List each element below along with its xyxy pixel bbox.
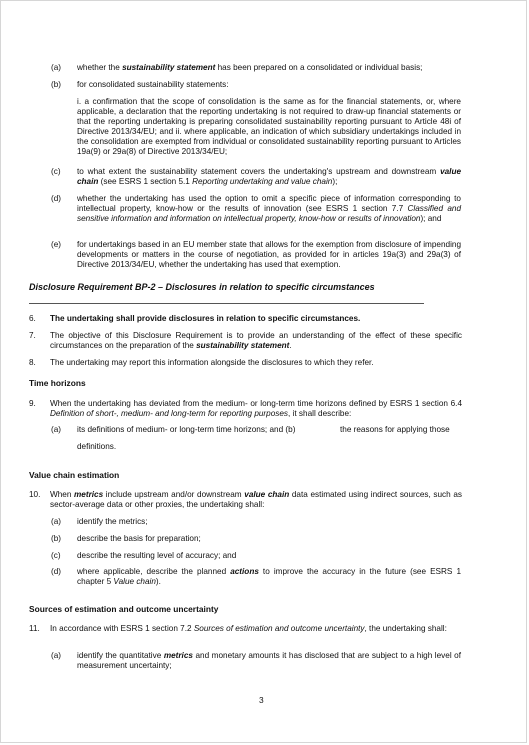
item-text: identify the metrics; — [77, 517, 148, 526]
item-letter: (a) — [51, 517, 62, 526]
item-letter: (c) — [51, 551, 61, 560]
page-number: 3 — [259, 695, 264, 705]
item-letter: (c) — [51, 167, 61, 176]
paragraph-number: 8. — [29, 358, 36, 367]
section-heading: Sources of estimation and outcome uncertainty — [29, 604, 219, 614]
item-letter: (d) — [51, 194, 62, 203]
item-text: to what extent the sustainability statement covers the undertaking's upstream and downstream value chain (see ESRS 1 section 5.1 Reporting undertaking and value chain); — [77, 167, 461, 186]
paragraph-text: The objective of this Disclosure Requirement is to provide an understanding of the effect of these specific circumstances on the preparation of the sustainability statement. — [50, 331, 462, 350]
paragraph-text: In accordance with ESRS 1 section 7.2 Sources of estimation and outcome uncertainty, the undertaking shall: — [50, 624, 447, 633]
paragraph-number: 6. — [29, 314, 36, 323]
disclosure-requirement-heading: Disclosure Requirement BP-2 – Disclosures in relation to specific circumstances — [29, 282, 375, 292]
item-letter: (a) — [51, 63, 62, 72]
sub-item-text: i. a confirmation that the scope of consolidation is the same as for the financial statements, or, where applicable, a declaration that the reporting undertaking is not required to draw-up financial statements or that the reporting undertaking is preparing consolidated sustainability reporting pursuant to Article 48i of Directive 2013/34/EU; and ii. where applicable, an indication of which subsidiary undertakings included in the consolidation are exempted from individual or consolidated sustainability reporting pursuant to Articles 19a(9) or 29a(8) of Directive 2013/34/EU; — [77, 97, 461, 156]
item-text: where applicable, describe the planned actions to improve the accuracy in the future (see ESRS 1 chapter 5 Value chain). — [77, 567, 461, 586]
section-heading: Time horizons — [29, 378, 86, 388]
paragraph-text: The undertaking may report this information alongside the disclosures to which they refer. — [50, 358, 374, 367]
paragraph-text: When the undertaking has deviated from the medium- or long-term time horizons defined by ESRS 1 section 6.4 Definition of short-, medium- and long-term for reporting purposes, it shall describe: — [50, 399, 462, 418]
item-text: whether the sustainability statement has been prepared on a consolidated or individual basis; — [77, 63, 423, 72]
paragraph-text: The undertaking shall provide disclosures in relation to specific circumstances. — [50, 314, 361, 323]
item-letter: (e) — [51, 240, 62, 249]
paragraph-number: 11. — [29, 624, 40, 633]
item-text: its definitions of medium- or long-term time horizons; and (b) — [77, 425, 296, 434]
paragraph-number: 10. — [29, 490, 41, 499]
paragraph-text: When metrics include upstream and/or downstream value chain data estimated using indirect sources, such as sector-average data or other proxies, the undertaking shall: — [50, 490, 462, 509]
item-text: for undertakings based in an EU member state that allows for the exemption from disclosure of impending developments or matters in the course of negotiation, as provided for in articles 19a(3) and 29a(3) of Directive 2013/34/EU, whether the undertaking has used that exemption. — [77, 240, 461, 269]
item-text: whether the undertaking has used the option to omit a specific piece of information corresponding to intellectual property, know-how or the results of innovation (see ESRS 1 section 7.7 Classified and sensitive information and information on intellectual property, know-how or results of innovation); and — [77, 194, 461, 223]
paragraph-number: 7. — [29, 331, 36, 340]
paragraph-number: 9. — [29, 399, 36, 408]
item-text: describe the basis for preparation; — [77, 534, 201, 543]
item-text: the reasons for applying those — [340, 425, 450, 434]
section-heading: Value chain estimation — [29, 470, 120, 480]
item-text: identify the quantitative metrics and monetary amounts it has disclosed that are subject to a high level of measurement uncertainty; — [77, 651, 461, 670]
item-letter: (b) — [51, 534, 62, 543]
item-text: describe the resulting level of accuracy; and — [77, 551, 237, 560]
item-letter: (a) — [51, 425, 62, 434]
item-letter: (b) — [51, 80, 62, 89]
item-letter: (d) — [51, 567, 62, 576]
heading-rule — [29, 303, 424, 304]
item-text: for consolidated sustainability statements: — [77, 80, 229, 89]
item-text-continued: definitions. — [77, 442, 117, 451]
item-letter: (a) — [51, 651, 62, 660]
